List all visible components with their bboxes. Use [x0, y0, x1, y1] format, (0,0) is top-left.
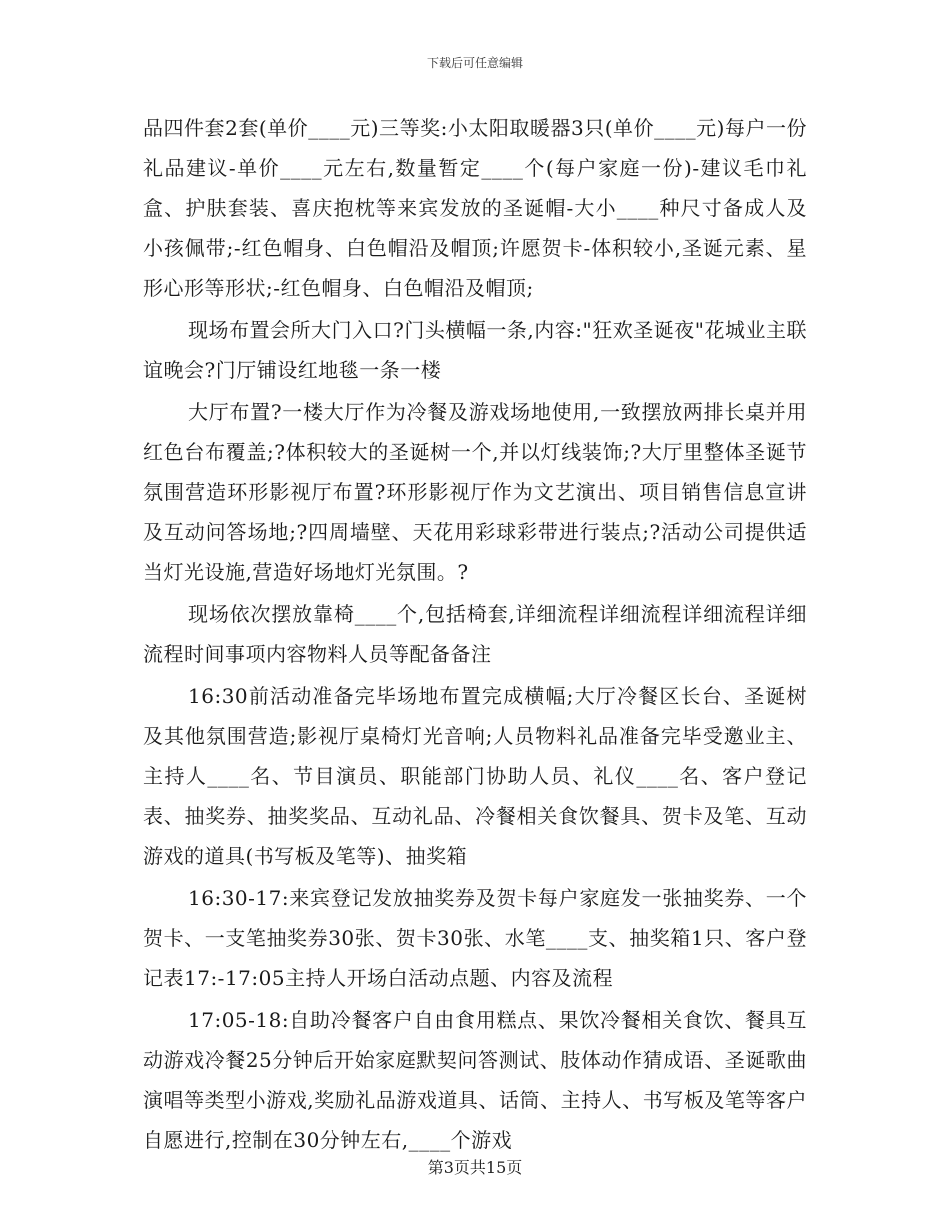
paragraph-schedule-1630: 16:30前活动准备完毕场地布置完成横幅;大厅冷餐区长台、圣诞树及其他氛围营造;影视厅桌椅灯光音响;人员物料礼品准备完毕受邀业主、主持人____名、节目演员、职能部门协助人员、礼仪____名、客户登记表、抽奖券、抽奖奖品、互动礼品、冷餐相关食饮餐具、贺卡及笔、互动游戏的道具(书写板及笔等)、抽奖箱 [143, 684, 807, 868]
paragraph-schedule-1630-1700: 16:30-17:来宾登记发放抽奖券及贺卡每户家庭发一张抽奖券、一个贺卡、一支笔抽奖券30张、贺卡30张、水笔____支、抽奖箱1只、客户登记表17:-17:05主持人开场白活动点题、内容及流程 [143, 886, 807, 990]
paragraph-prizes: 品四件套2套(单价____元)三等奖:小太阳取暖器3只(单价____元)每户一份礼品建议-单价____元左右,数量暂定____个(每户家庭一份)-建议毛巾礼盒、护肤套装、喜庆抱枕等来宾发放的圣诞帽-大小____种尺寸备成人及小孩佩带;-红色帽身、白色帽沿及帽顶;许愿贺卡-体积较小,圣诞元素、星形心形等形状;-红色帽身、白色帽沿及帽顶; [143, 116, 807, 300]
page-header: 下载后可任意编辑 [426, 56, 523, 70]
paragraph-schedule-1705-1800: 17:05-18:自助冷餐客户自由食用糕点、果饮冷餐相关食饮、餐具互动游戏冷餐25分钟后开始家庭默契问答测试、肢体动作猜成语、圣诞歌曲演唱等类型小游戏,奖励礼品游戏道具、话筒、主持人、书写板及笔等客户自愿进行,控制在30分钟左右,____个游戏 [143, 1008, 807, 1152]
paragraph-entrance-setup: 现场布置会所大门入口?门头横幅一条,内容:"狂欢圣诞夜"花城业主联谊晚会?门厅铺设红地毯一条一楼 [143, 318, 807, 382]
paragraph-hall-setup: 大厅布置?一楼大厅作为冷餐及游戏场地使用,一致摆放两排长桌并用红色台布覆盖;?体积较大的圣诞树一个,并以灯线装饰;?大厅里整体圣诞节氛围营造环形影视厅布置?环形影视厅作为文艺演出、项目销售信息宣讲及互动问答场地;?四周墙壁、天花用彩球彩带进行装点;?活动公司提供适当灯光设施,营造好场地灯光氛围。? [143, 400, 807, 584]
paragraph-seating: 现场依次摆放靠椅____个,包括椅套,详细流程详细流程详细流程详细流程时间事项内容物料人员等配备备注 [143, 602, 807, 666]
page-number: 第3页共15页 [427, 1158, 523, 1177]
document-body [143, 108, 807, 1160]
